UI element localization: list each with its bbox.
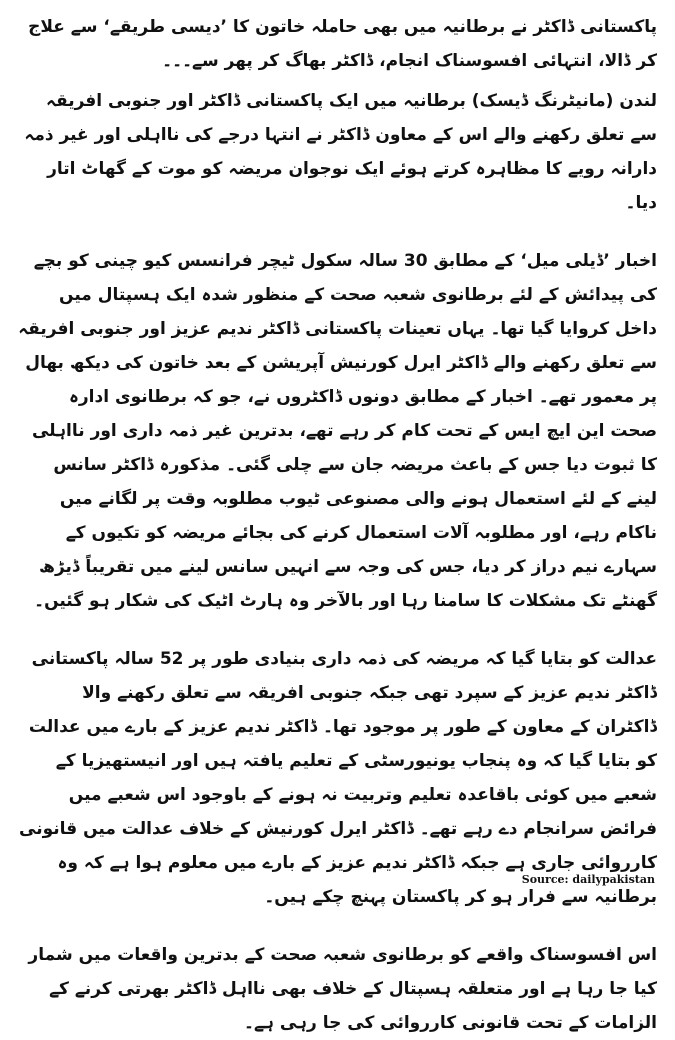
paragraph-details: اخبار ’ڈیلی میل‘ کے مطابق 30 سالہ سکول ٹیچر فرانسس کیو چینی کو بچے کی پیدائش کے لئے برطانوی شعبہ صحت کے منظور شدہ ایک ہسپتال میں داخل کروایا گیا تھا۔ یہاں تعینات پاکستانی ڈاکٹر ندیم عزیز اور جنوبی افریقہ سے تعلق رکھنے والے ڈاکٹر ایرل کورنیش آپریشن کے بعد خاتون کی دیکھ بھال پر معمور تھے۔ اخبار کے مطابق دونوں ڈاکٹروں نے، جو کہ برطانوی ادارہ صحت این ایچ ایس کے تحت کام کر رہے تھے، بدترین غیر ذمہ داری اور نااہلی کا ثبوت دیا جس کے باعث مریضہ جان سے چلی گئی۔ مذکورہ ڈاکٹر سانس لینے کے لئے استعمال ہونے والی مصنوعی ٹیوب مطلوبہ وقت پر لگانے میں ناکام رہے، اور مطلوبہ آلات استعمال کرنے کی بجائے مریضہ کو تکیوں کے سہارے نیم دراز کر دیا، جس کی وجہ سے انہیں سانس لینے میں تقریباً ڈیڑھ گھنٹے تک مشکلات کا سامنا رہا اور بالآخر وہ ہارٹ اٹیک کی شکار ہو گئیں۔ xyxy=(18,251,657,611)
source-credit: Source: dailypakistan xyxy=(521,873,655,886)
paragraph-conclusion: اس افسوسناک واقعے کو برطانوی شعبہ صحت کے بدترین واقعات میں شمار کیا جا رہا ہے اور متعلقہ ہسپتال کے خلاف بھی نااہل ڈاکٹر بھرتی کرنے کے الزامات کے تحت قانونی کارروائی کی جا رہی ہے۔ xyxy=(28,945,657,1033)
paragraph-court: عدالت کو بتایا گیا کہ مریضہ کی ذمہ داری بنیادی طور پر 52 سالہ پاکستانی ڈاکٹر ندیم عزیز کے سپرد تھی جبکہ جنوبی افریقہ سے تعلق رکھنے والا ڈاکٹران کے معاون کے طور پر موجود تھا۔ ڈاکٹر ندیم عزیز کے بارے میں عدالت کو بتایا گیا کہ وہ پنجاب یونیورسٹی کے تعلیم یافتہ ہیں اور انیستھیزیا کے شعبے میں کوئی باقاعدہ تعلیم وتربیت نہ ہونے کے باوجود اس شعبے میں فرائض سرانجام دے رہے تھے۔ ڈاکٹر ایرل کورنیش کے خلاف عدالت میں قانونی کارروائی جاری ہے جبکہ ڈاکٹر ندیم عزیز کے بارے میں معلوم ہوا ہے کہ وہ برطانیہ سے فرار ہو کر پاکستان پہنچ چکے ہیں۔ xyxy=(19,649,657,907)
article-headline: پاکستانی ڈاکٹر نے برطانیہ میں بھی حاملہ خاتون کا ’دیسی طریقے‘ سے علاج کر ڈالا، انتہائی افسوسناک انجام، ڈاکٹر بھاگ کر پھر سے۔۔۔ xyxy=(28,17,657,71)
paragraph-intro: لندن (مانیٹرنگ ڈیسک) برطانیہ میں ایک پاکستانی ڈاکٹر اور جنوبی افریقہ سے تعلق رکھنے والے اس کے معاون ڈاکٹر نے انتہا درجے کی نااہلی اور غیر ذمہ دارانہ رویے کا مظاہرہ کرتے ہوئے ایک نوجوان مریضہ کو موت کے گھاٹ اتار دیا۔ xyxy=(24,91,657,213)
